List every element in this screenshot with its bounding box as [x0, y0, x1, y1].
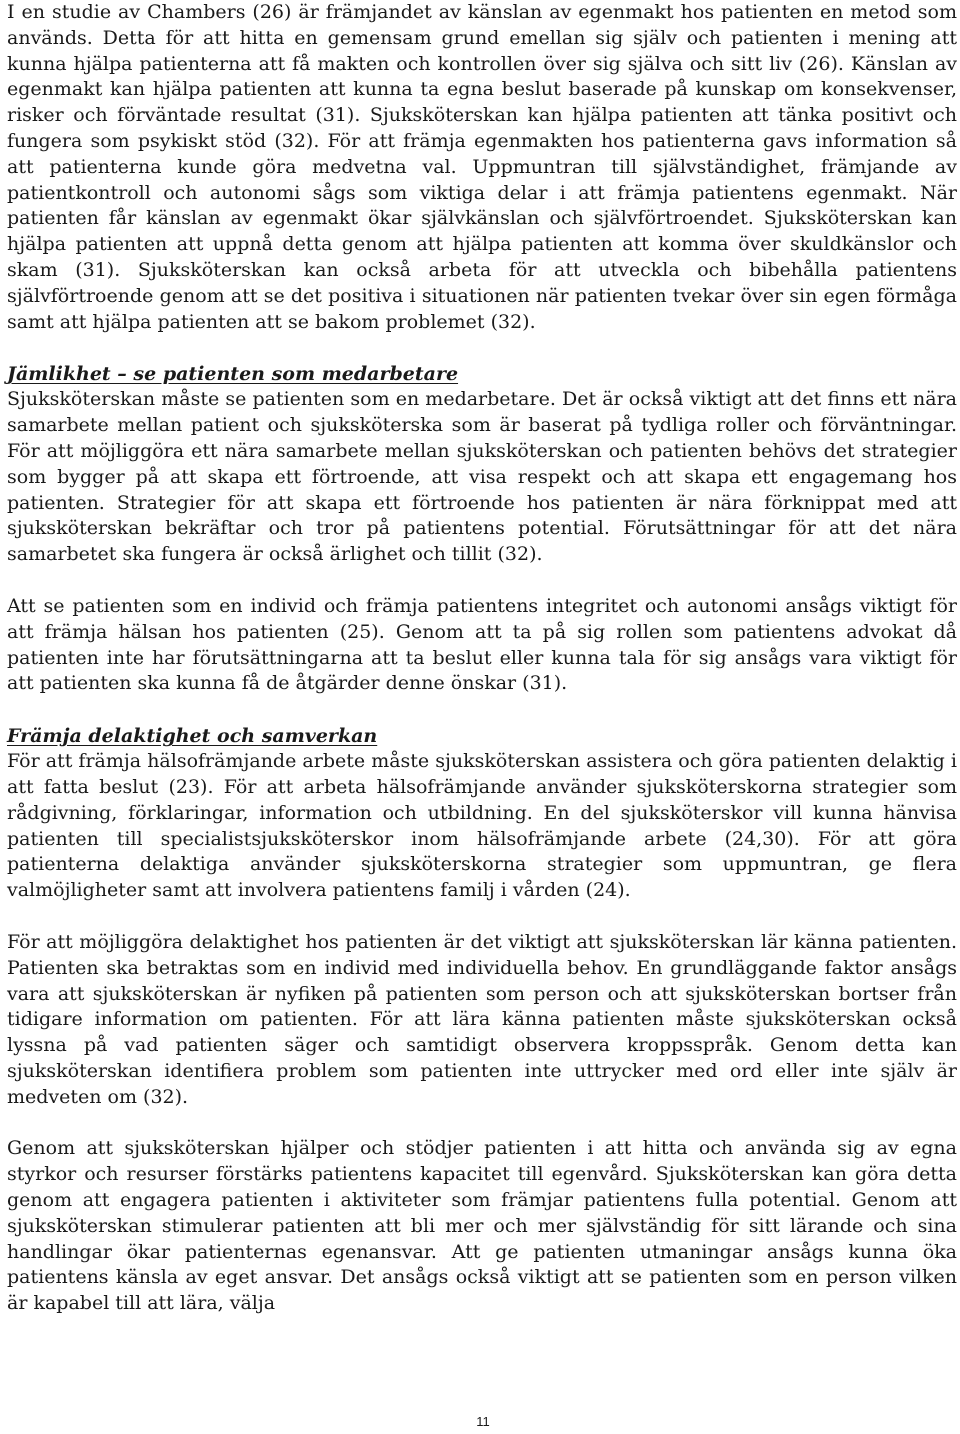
- paragraph-empowerment: I en studie av Chambers (26) är främjandet av känslan av egenmakt hos patienten en metod som används. Detta för att hitta en gemensam grund emellan sig själv och patienten i mening att kunna hjälpa patienterna att få makten och kontrollen över sig själva och sitt liv (26). Känslan av egenmakt kan hjälpa patienten att kunna ta egna beslut baserade på kunskap om konsekvenser, risker och förväntade resultat (31). Sjuksköterskan kan hjälpa patienten att tänka positivt och fungera som psykiskt stöd (32). För att främja egenmakten hos patienterna gavs information så att patienterna kunde göra medvetna val. Uppmuntran till självständighet, främjande av patientkontroll och autonomi sågs som viktiga delar i att främja patientens egenmakt. När patienten får känslan av egenmakt ökar självkänslan och självförtroendet. Sjuksköterskan kan hjälpa patienten att uppnå detta genom att hjälpa patienten att komma över skuldkänslor och skam (31). Sjuksköterskan kan också arbeta för att utveckla och bibehålla patientens självförtroende genom att se det positiva i situationen när patienten tvekar över sin egen förmåga samt att hjälpa patienten att se bakom problemet (32).: [7, 1, 957, 333]
- paragraph-individual: Att se patienten som en individ och främja patientens integritet och autonomi ansågs viktigt för att främja hälsan hos patienten (25). Genom att ta på sig rollen som patientens advokat då patienten inte har förutsättningarna att ta beslut eller kunna tala för sig ansågs vara viktigt för att patienten ska kunna få de åtgärder denne önskar (31).: [7, 594, 957, 695]
- paragraph-spacer: [7, 1110, 957, 1136]
- paragraph-spacer: [7, 335, 957, 361]
- paragraph-spacer: [7, 697, 957, 723]
- page-number: 11: [476, 1414, 490, 1429]
- paragraph-spacer: [7, 568, 957, 594]
- document-body: [7, 0, 957, 1317]
- paragraph-self-care: Genom att sjuksköterskan hjälper och stödjer patienten i att hitta och använda sig av egna styrkor och resurser förstärks patientens kapacitet till egenvård. Sjuksköterskan kan göra detta genom att engagera patienten i aktiviteter som främjar patientens fulla potential. Genom att sjuksköterskan stimulerar patienten att bli mer och mer självständig för sitt lärande och sina handlingar ökar patienternas egenansvar. Att ge patienten utmaningar ansågs kunna öka patientens känsla av eget ansvar. Det ansågs också viktigt att se patienten som en person vilken är kapabel till att lära, välja: [7, 1137, 957, 1315]
- paragraph-collaboration: Sjuksköterskan måste se patienten som en medarbetare. Det är också viktigt att det finns ett nära samarbete mellan patient och sjuksköterska som är baserat på tydliga roller och förväntningar. För att möjliggöra ett nära samarbete mellan sjuksköterskan och patienten behövs det strategier som bygger på att skapa ett förtroende, att visa respekt och att skapa ett engagemang hos patienten. Strategier för att skapa ett förtroende hos patienten är nära förknippat med att sjuksköterskan bekräftar och tror på patientens potential. Förutsättningar för att det nära samarbetet ska fungera är också ärlighet och tillit (32).: [7, 388, 957, 566]
- paragraph-spacer: [7, 904, 957, 930]
- paragraph-getting-to-know: För att möjliggöra delaktighet hos patienten är det viktigt att sjuksköterskan lär känna patienten. Patienten ska betraktas som en individ med individuella behov. En grundläggande faktor ansågs vara att sjuksköterskan är nyfiken på patienten som person och att sjuksköterskan bortser från tidigare information om patienten. För att lära känna patienten måste sjuksköterskan också lyssna på vad patienten säger och samtidigt observera kroppsspråk. Genom detta kan sjuksköterskan identifiera problem som patienten inte uttrycker med ord eller inte själv är medveten om (32).: [7, 930, 957, 1108]
- section-heading-equality: Jämlikhet – se patienten som medarbetare: [7, 363, 459, 386]
- section-heading-participation: Främja delaktighet och samverkan: [7, 725, 378, 748]
- paragraph-decision-making: För att främja hälsofrämjande arbete måste sjuksköterskan assistera och göra patienten delaktig i att fatta beslut (23). För att arbeta hälsofrämjande använder sjuksköterskorna strategier som rådgivning, förklaringar, information och utbildning. En del sjuksköterskor vill kunna hänvisa patienten till specialistsjuksköterskor inom hälsofrämjande arbete (24,30). För att göra patienterna delaktiga använder sjuksköterskorna strategier som uppmuntran, ge flera valmöjligheter samt att involvera patientens familj i vården (24).: [7, 750, 957, 902]
